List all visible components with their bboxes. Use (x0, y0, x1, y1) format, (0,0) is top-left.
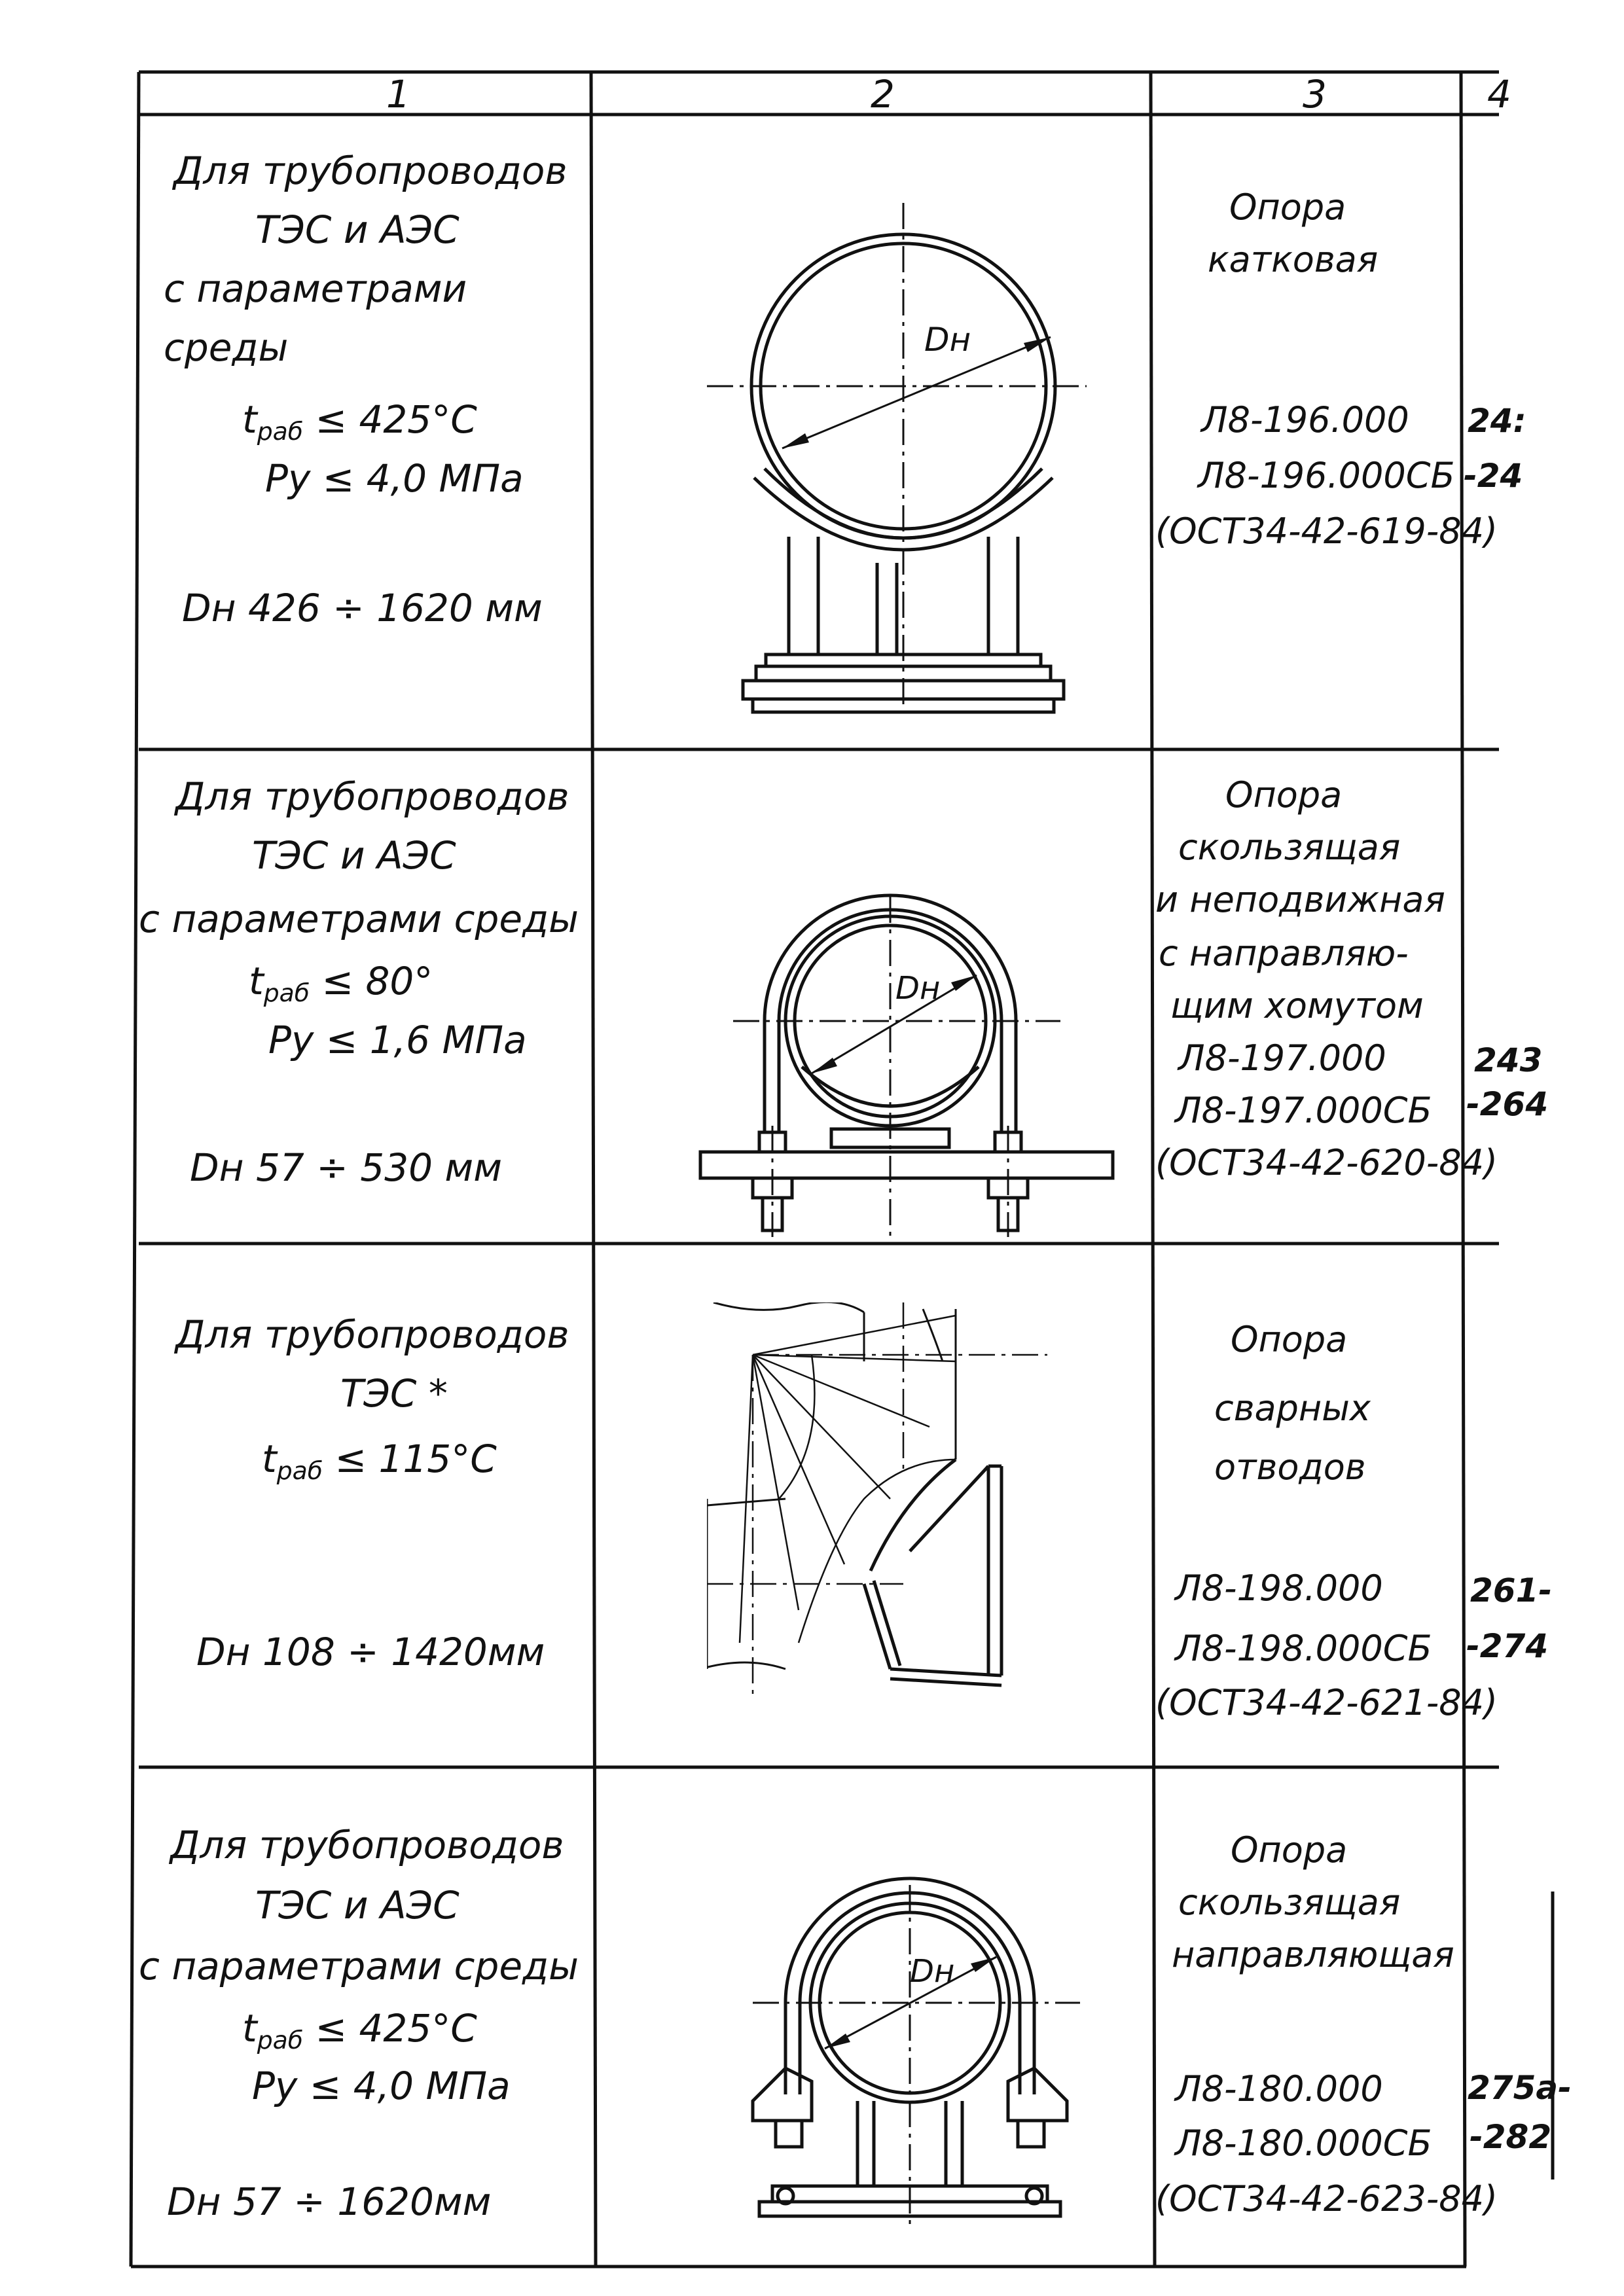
row1-pressure: Ру ≤ 4,0 МПа (265, 456, 524, 501)
row2-code-2: Л8-197.000СБ (1175, 1090, 1432, 1131)
welded-elbow-support-drawing (707, 1302, 1100, 1721)
row2-code-1: Л8-197.000 (1178, 1037, 1386, 1079)
row2-name-line3: и неподвижная (1155, 879, 1445, 920)
row3-page-2: -274 (1466, 1627, 1549, 1665)
row3-diameter-range: Dн 108 ÷ 1420мм (196, 1630, 545, 1674)
row1-page-2: -24 (1464, 457, 1523, 495)
row3-temperature: tраб ≤ 115°С (262, 1437, 497, 1486)
row3-code-2: Л8-198.000СБ (1175, 1628, 1432, 1669)
row1-page-1: 24: (1468, 402, 1526, 440)
row1-name-line1: Опора (1229, 187, 1346, 228)
row2-page-2: -264 (1466, 1085, 1549, 1123)
row2-desc-line1: Для трубопроводов (175, 774, 569, 819)
row1-diameter-range: Dн 426 ÷ 1620 мм (182, 586, 543, 630)
row3-name-line3: отводов (1214, 1446, 1366, 1488)
row2-name-line1: Опора (1225, 774, 1343, 816)
header-col-3: 3 (1303, 72, 1327, 117)
row1-name-line2: катковая (1208, 239, 1379, 280)
row4-code-2: Л8-180.000СБ (1175, 2123, 1432, 2164)
row1-code-3: (ОСТ34-42-619-84) (1155, 511, 1498, 552)
row1-desc-line3: с параметрами (164, 266, 467, 311)
roller-support-drawing (681, 196, 1087, 720)
row1-desc-line2: ТЭС и АЭС (255, 207, 460, 252)
row2-code-3: (ОСТ34-42-620-84) (1155, 1142, 1498, 1183)
row4-desc-line2: ТЭС и АЭС (255, 1883, 460, 1928)
row4-code-1: Л8-180.000 (1175, 2068, 1383, 2109)
row1-code-1: Л8-196.000 (1201, 399, 1409, 440)
row4-dn-label: Dн (910, 1953, 955, 1990)
sliding-guide-support-drawing (713, 1872, 1119, 2238)
sliding-clamp-support-drawing (694, 870, 1126, 1237)
row4-diameter-range: Dн 57 ÷ 1620мм (167, 2179, 492, 2224)
header-col-2: 2 (871, 72, 895, 117)
row4-name-line1: Опора (1231, 1829, 1348, 1871)
row1-desc-line4: среды (164, 325, 289, 370)
row3-name-line2: сварных (1214, 1388, 1371, 1429)
row1-temperature: tраб ≤ 425°С (242, 397, 477, 446)
row1-desc-line1: Для трубопроводов (173, 149, 568, 193)
row3-name-line1: Опора (1231, 1319, 1348, 1360)
row2-page-1: 243 (1474, 1041, 1543, 1079)
row3-desc-line2: ТЭС * (340, 1371, 448, 1416)
row2-pressure: Ру ≤ 1,6 МПа (268, 1018, 527, 1062)
row2-desc-line2: ТЭС и АЭС (252, 833, 456, 878)
row2-diameter-range: Dн 57 ÷ 530 мм (190, 1145, 502, 1190)
row2-dn-label: Dн (895, 970, 941, 1007)
row3-code-1: Л8-198.000 (1175, 1568, 1383, 1609)
row2-desc-line3: с параметрами среды (139, 897, 579, 941)
header-col-1: 1 (386, 72, 410, 117)
row4-name-line3: направляющая (1172, 1934, 1454, 1975)
row1-code-2: Л8-196.000СБ (1198, 455, 1455, 496)
row2-name-line5: щим хомутом (1170, 985, 1424, 1026)
row2-temperature: tраб ≤ 80° (249, 959, 433, 1008)
row4-name-line2: скользящая (1178, 1882, 1401, 1923)
row2-name-line4: с направляю- (1159, 933, 1409, 974)
row4-page-2: -282 (1470, 2118, 1552, 2156)
row4-temperature: tраб ≤ 425°С (242, 2006, 477, 2055)
row4-pressure: Ру ≤ 4,0 МПа (252, 2064, 511, 2108)
header-col-4: 4 (1487, 72, 1511, 117)
row4-page-1: 275а- (1468, 2069, 1572, 2107)
row4-code-3: (ОСТ34-42-623-84) (1155, 2178, 1498, 2219)
row3-code-3: (ОСТ34-42-621-84) (1155, 1682, 1498, 1723)
row3-desc-line1: Для трубопроводов (175, 1312, 569, 1357)
row3-page-1: 261- (1470, 1571, 1553, 1609)
row4-desc-line1: Для трубопроводов (170, 1823, 564, 1867)
row1-dn-label: Dн (924, 321, 971, 359)
row4-desc-line3: с параметрами среды (139, 1944, 579, 1988)
row2-name-line2: скользящая (1178, 827, 1401, 868)
